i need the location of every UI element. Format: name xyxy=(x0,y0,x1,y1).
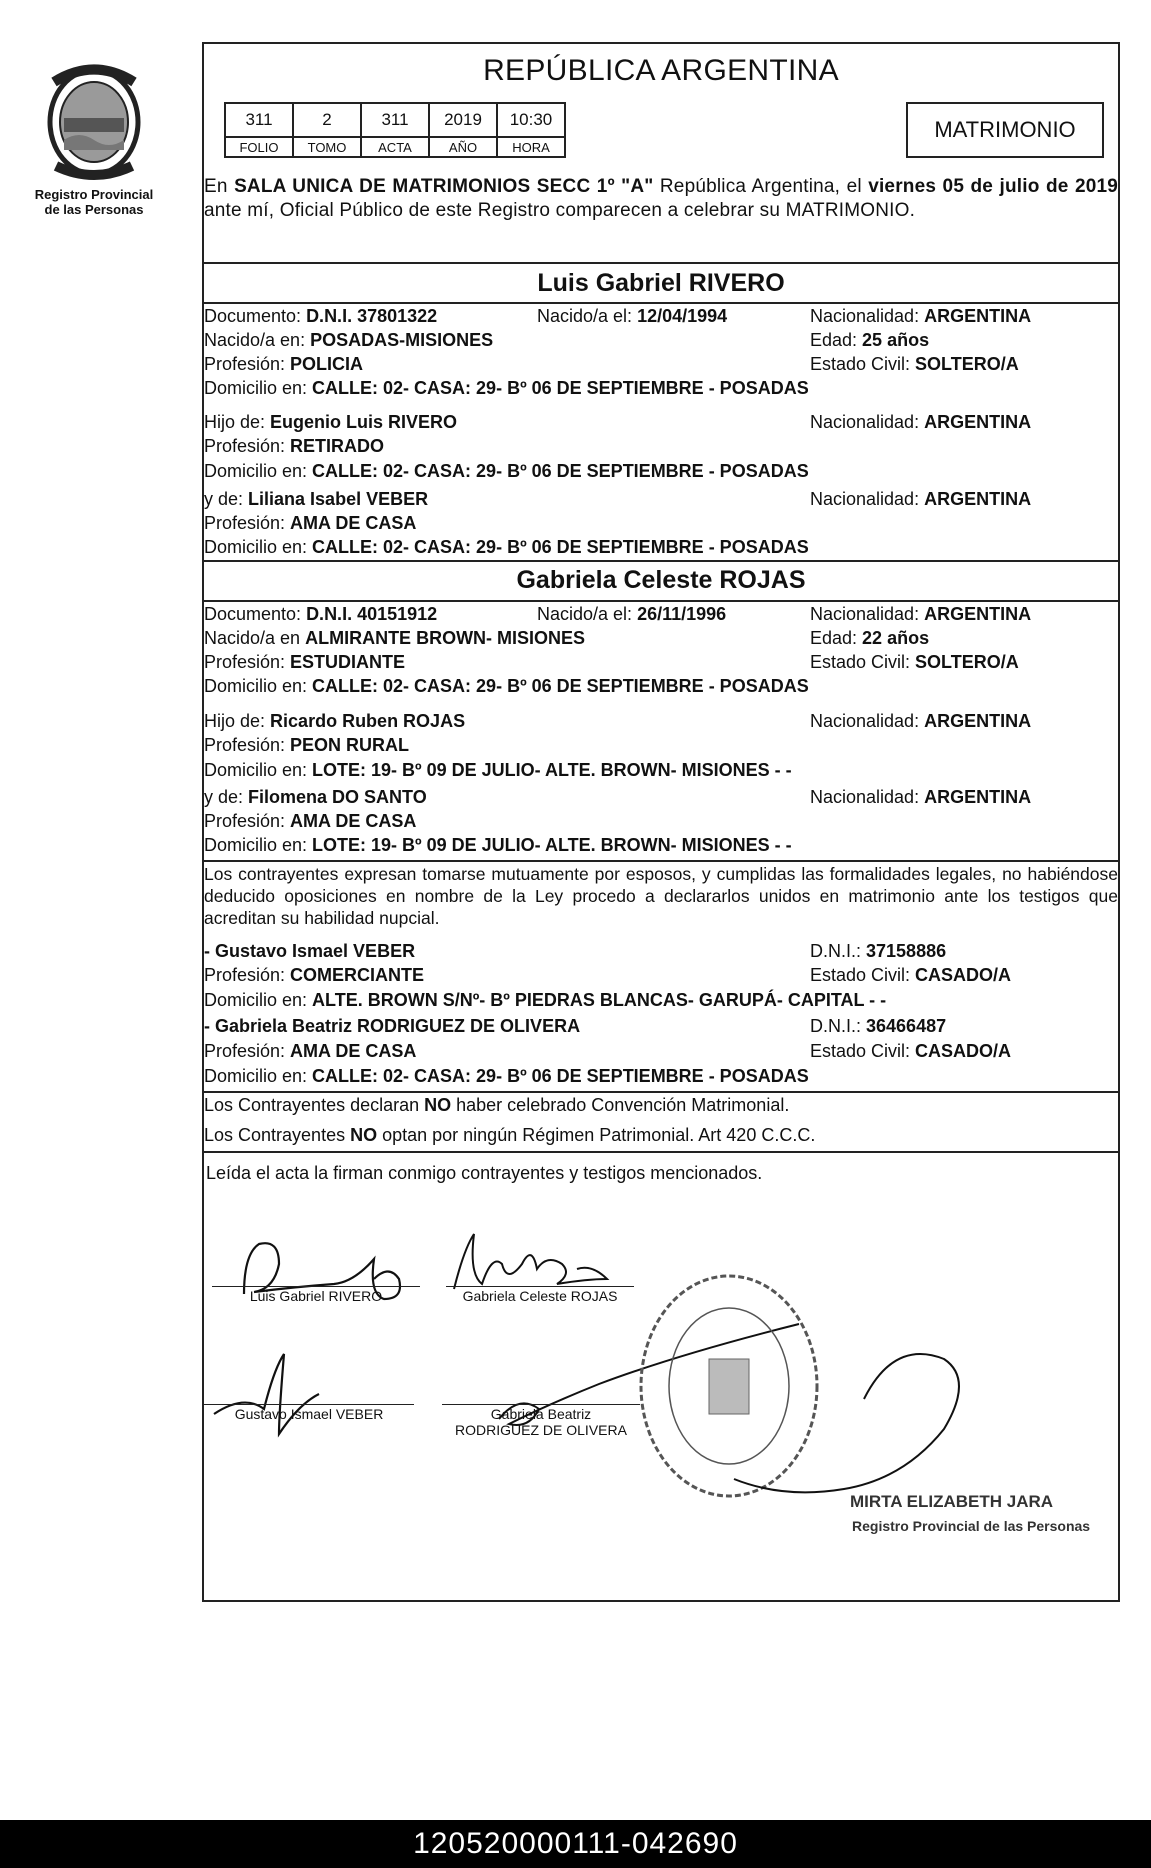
signature-official-icon xyxy=(734,1354,959,1492)
logo-label-1: Registro Provincial xyxy=(34,187,154,202)
person1-mother xyxy=(204,488,428,510)
person1-born xyxy=(537,305,727,327)
label: Domicilio en: xyxy=(204,676,313,696)
value: SOLTERO/A xyxy=(915,652,1019,672)
label: Nacido/a el: xyxy=(537,604,638,624)
value: ARGENTINA xyxy=(924,412,1032,432)
person1-father xyxy=(204,411,457,433)
person2-name: Gabriela Celeste ROJAS xyxy=(516,566,806,594)
divider xyxy=(204,262,1118,264)
page-title: REPÚBLICA ARGENTINA xyxy=(483,54,839,87)
person1-mother-dom xyxy=(204,536,809,558)
person1-age xyxy=(810,329,929,351)
label: Edad: xyxy=(810,330,863,350)
person1-father-nat xyxy=(810,411,1031,433)
person1-name: Luis Gabriel RIVERO xyxy=(537,269,785,297)
person1-mother-nat xyxy=(810,488,1031,510)
value: RETIRADO xyxy=(290,436,385,456)
person2-father-nat xyxy=(810,710,1031,732)
person1-mother-prof xyxy=(204,512,416,534)
person2-mother-prof xyxy=(204,810,416,832)
witness2-civil xyxy=(810,1040,1011,1062)
value: AMA DE CASA xyxy=(290,811,417,831)
year-value: 2019 xyxy=(429,103,497,137)
read-text: Leída el acta la firman conmigo contrayentes y testigos mencionados. xyxy=(206,1163,763,1183)
intro-text-2: República Argentina, el xyxy=(653,176,869,197)
person2-civil xyxy=(810,651,1019,673)
value: LOTE: 19- Bº 09 DE JULIO- ALTE. BROWN- MISIONES - - xyxy=(312,760,792,780)
value: ARGENTINA xyxy=(924,787,1032,807)
witness1-civil xyxy=(810,964,1011,986)
label: Hijo de: xyxy=(204,711,271,731)
tomo-label: TOMO xyxy=(293,137,361,157)
value: PEON RURAL xyxy=(290,735,410,755)
witness2-prof xyxy=(204,1040,416,1062)
label: Nacionalidad: xyxy=(810,306,925,326)
divider xyxy=(204,860,1118,862)
regime-line xyxy=(204,1124,815,1146)
intro-text-3: ante mí, Oficial Público de este Registro comparecen a celebrar su MATRIMONIO. xyxy=(204,200,916,221)
signature-veber-icon xyxy=(214,1354,319,1434)
label: Domicilio en: xyxy=(204,760,313,780)
person2-father-dom xyxy=(204,759,792,781)
value: 12/04/1994 xyxy=(637,306,728,326)
person2-father xyxy=(204,710,465,732)
label: Profesión: xyxy=(204,1041,291,1061)
value: CALLE: 02- CASA: 29- Bº 06 DE SEPTIEMBRE - POSADAS xyxy=(312,676,809,696)
person2-father-prof xyxy=(204,734,409,756)
label: Profesión: xyxy=(204,965,291,985)
label: Documento: xyxy=(204,306,307,326)
value: Liliana Isabel VEBER xyxy=(248,489,429,509)
value: POLICIA xyxy=(290,354,364,374)
witness2-dni xyxy=(810,1015,946,1037)
value: 26/11/1996 xyxy=(637,604,727,624)
official-stamp-icon xyxy=(641,1276,817,1496)
official-office: Registro Provincial de las Personas xyxy=(852,1518,1091,1534)
value: NO xyxy=(424,1095,452,1115)
label: Estado Civil: xyxy=(810,652,916,672)
divider xyxy=(204,1151,1118,1153)
sig-line-2 xyxy=(446,1286,634,1287)
value: - Gabriela Beatriz RODRIGUEZ DE OLIVERA xyxy=(204,1016,581,1036)
intro-paragraph xyxy=(204,175,1118,223)
text: optan por ningún Régimen Patrimonial. Art 420 C.C.C. xyxy=(377,1125,816,1145)
text: Los Contrayentes xyxy=(204,1125,351,1145)
value: SOLTERO/A xyxy=(915,354,1019,374)
official-name: MIRTA ELIZABETH JARA xyxy=(850,1492,1054,1511)
label: Estado Civil: xyxy=(810,1041,916,1061)
sig-label-veber: Gustavo Ismael VEBER xyxy=(234,1406,384,1422)
label: Domicilio en: xyxy=(204,835,313,855)
label: Domicilio en: xyxy=(204,461,313,481)
folio-label: FOLIO xyxy=(225,137,293,157)
value: 37158886 xyxy=(866,941,947,961)
label: Documento: xyxy=(204,604,307,624)
year-label: AÑO xyxy=(429,137,497,157)
logo-label-2: de las Personas xyxy=(44,202,144,217)
witness2-dom xyxy=(204,1065,809,1087)
sig-line-4 xyxy=(442,1404,640,1405)
acta-label: ACTA xyxy=(361,137,429,157)
intro-text-1: En xyxy=(204,176,235,197)
acta-value: 311 xyxy=(361,103,429,137)
value: 22 años xyxy=(862,628,930,648)
label: Profesión: xyxy=(204,436,291,456)
label: Profesión: xyxy=(204,652,291,672)
person2-place xyxy=(204,627,585,649)
person2-nat xyxy=(810,603,1031,625)
text: haber celebrado Convención Matrimonial. xyxy=(451,1095,790,1115)
person2-born xyxy=(537,603,726,625)
value: CALLE: 02- CASA: 29- Bº 06 DE SEPTIEMBRE - POSADAS xyxy=(312,537,809,557)
label: y de: xyxy=(204,787,249,807)
label: D.N.I.: xyxy=(810,941,867,961)
label: Nacionalidad: xyxy=(810,412,925,432)
person1-nat xyxy=(810,305,1031,327)
divider xyxy=(204,560,1118,562)
certificate-frame xyxy=(202,42,1120,1602)
folio-value: 311 xyxy=(225,103,293,137)
label: y de: xyxy=(204,489,249,509)
value: ALTE. BROWN S/Nº- Bº PIEDRAS BLANCAS- GARUPÁ- CAPITAL - - xyxy=(312,990,887,1010)
value: AMA DE CASA xyxy=(290,1041,417,1061)
declaration-paragraph: Los contrayentes expresan tomarse mutuamente por esposos, y cumplidas las formalidades legales, no habiéndose deducido oposiciones en nombre de la Ley procedo a declararlos unidos en matrimonio ante los testigos que acreditan su habilidad nupcial. xyxy=(204,864,1118,928)
label: Hijo de: xyxy=(204,412,271,432)
value: POSADAS-MISIONES xyxy=(310,330,494,350)
label: Nacionalidad: xyxy=(810,711,925,731)
value: LOTE: 19- Bº 09 DE JULIO- ALTE. BROWN- MISIONES - - xyxy=(312,835,792,855)
divider xyxy=(204,302,1118,304)
label: Domicilio en: xyxy=(204,1066,313,1086)
hour-label: HORA xyxy=(497,137,565,157)
label: Nacido/a en: xyxy=(204,330,311,350)
act-type-box: MATRIMONIO xyxy=(906,102,1104,158)
label: Nacido/a en xyxy=(204,628,306,648)
person2-mother xyxy=(204,786,427,808)
value: 36466487 xyxy=(866,1016,947,1036)
sig-label-rodriguez-1: Gabriela Beatriz xyxy=(490,1406,592,1422)
person1-father-prof xyxy=(204,435,384,457)
misiones-seal-icon xyxy=(34,62,154,182)
sig-label-rojas: Gabriela Celeste ROJAS xyxy=(462,1288,618,1304)
convention-line xyxy=(204,1094,789,1116)
value: CASADO/A xyxy=(915,965,1012,985)
registry-table xyxy=(224,102,566,158)
person2-prof xyxy=(204,651,405,673)
person1-place xyxy=(204,329,493,351)
sig-label-rodriguez-2: RODRIGUEZ DE OLIVERA xyxy=(455,1422,627,1438)
label: Profesión: xyxy=(204,513,291,533)
person1-dom xyxy=(204,377,809,399)
witness2-name xyxy=(204,1015,580,1037)
tomo-value: 2 xyxy=(293,103,361,137)
witness1-dom xyxy=(204,989,886,1011)
value: COMERCIANTE xyxy=(290,965,425,985)
label: Domicilio en: xyxy=(204,378,313,398)
label: Edad: xyxy=(810,628,863,648)
person2-mother-dom xyxy=(204,834,792,856)
value: D.N.I. 40151912 xyxy=(306,604,438,624)
value: ARGENTINA xyxy=(924,711,1032,731)
witness1-name xyxy=(204,940,415,962)
value: CALLE: 02- CASA: 29- Bº 06 DE SEPTIEMBRE - POSADAS xyxy=(312,1066,809,1086)
value: 25 años xyxy=(862,330,930,350)
divider xyxy=(204,600,1118,602)
province-logo xyxy=(24,62,164,217)
person2-dom xyxy=(204,675,809,697)
value: - Gustavo Ismael VEBER xyxy=(204,941,416,961)
label: Domicilio en: xyxy=(204,537,313,557)
person2-doc xyxy=(204,603,437,625)
label: Nacido/a el: xyxy=(537,306,638,326)
value: ESTUDIANTE xyxy=(290,652,406,672)
value: CASADO/A xyxy=(915,1041,1012,1061)
value: ARGENTINA xyxy=(924,489,1032,509)
value: D.N.I. 37801322 xyxy=(306,306,438,326)
intro-date: viernes 05 de julio de 2019 xyxy=(868,176,1119,197)
sig-line-3 xyxy=(204,1404,414,1405)
text: Los Contrayentes declaran xyxy=(204,1095,425,1115)
divider xyxy=(204,1091,1118,1093)
label: Domicilio en: xyxy=(204,990,313,1010)
label: Profesión: xyxy=(204,811,291,831)
value: ARGENTINA xyxy=(924,306,1032,326)
person1-father-dom xyxy=(204,460,809,482)
value: Eugenio Luis RIVERO xyxy=(270,412,458,432)
person1-civil xyxy=(810,353,1019,375)
witness1-dni xyxy=(810,940,946,962)
sig-line-1 xyxy=(212,1286,420,1287)
label: Nacionalidad: xyxy=(810,604,925,624)
witness1-prof xyxy=(204,964,424,986)
person1-doc xyxy=(204,305,437,327)
value: ARGENTINA xyxy=(924,604,1032,624)
sig-label-rivero: Luis Gabriel RIVERO xyxy=(249,1288,383,1304)
value: CALLE: 02- CASA: 29- Bº 06 DE SEPTIEMBRE - POSADAS xyxy=(312,461,809,481)
hour-value: 10:30 xyxy=(497,103,565,137)
label: Nacionalidad: xyxy=(810,489,925,509)
person2-mother-nat xyxy=(810,786,1031,808)
label: Nacionalidad: xyxy=(810,787,925,807)
value: CALLE: 02- CASA: 29- Bº 06 DE SEPTIEMBRE - POSADAS xyxy=(312,378,809,398)
value: AMA DE CASA xyxy=(290,513,417,533)
value: Ricardo Ruben ROJAS xyxy=(270,711,466,731)
label: Profesión: xyxy=(204,735,291,755)
label: Estado Civil: xyxy=(810,965,916,985)
barcode-number: 120520000111-042690 xyxy=(0,1820,1151,1868)
value: ALMIRANTE BROWN- MISIONES xyxy=(305,628,586,648)
value: Filomena DO SANTO xyxy=(248,787,427,807)
label: D.N.I.: xyxy=(810,1016,867,1036)
label: Profesión: xyxy=(204,354,291,374)
intro-office: SALA UNICA DE MATRIMONIOS SECC 1º "A" xyxy=(234,176,654,197)
label: Estado Civil: xyxy=(810,354,916,374)
signature-rojas-icon xyxy=(454,1234,607,1289)
person1-prof xyxy=(204,353,363,375)
person2-age xyxy=(810,627,929,649)
value: NO xyxy=(350,1125,378,1145)
